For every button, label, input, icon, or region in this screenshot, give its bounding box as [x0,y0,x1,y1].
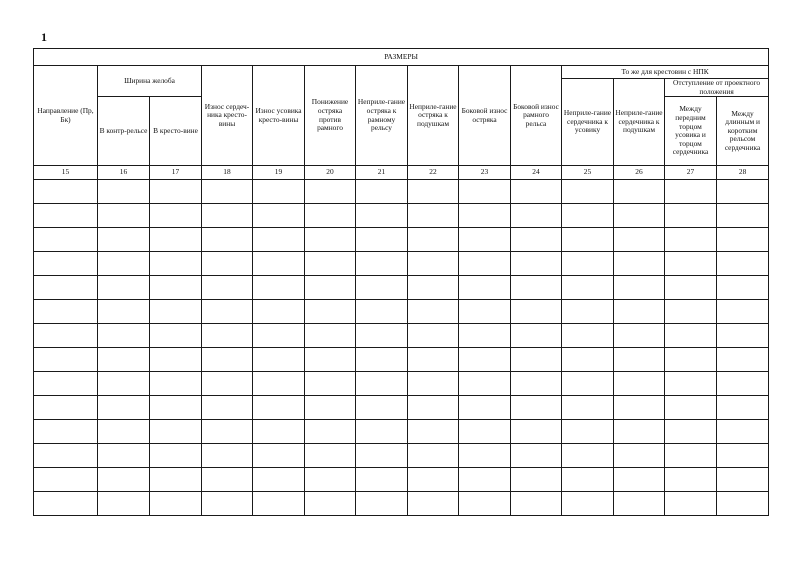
form-entry-cell[interactable] [253,204,305,228]
form-entry-cell[interactable] [614,444,665,468]
form-entry-cell[interactable] [34,492,98,516]
column-number: 26 [614,166,665,180]
form-entry-cell[interactable] [562,420,614,444]
form-entry-cell[interactable] [305,492,356,516]
form-entry-cell[interactable] [202,444,253,468]
form-entry-cell[interactable] [202,204,253,228]
form-entry-cell[interactable] [511,468,562,492]
header-npk-group: То же для крестовин с НПК [562,66,769,79]
form-entry-cell[interactable] [202,252,253,276]
form-entry-cell[interactable] [150,300,202,324]
form-entry-cell[interactable] [150,324,202,348]
form-entry-cell[interactable] [202,348,253,372]
form-entry-cell[interactable] [511,324,562,348]
form-entry-cell[interactable] [150,468,202,492]
form-entry-cell[interactable] [408,372,459,396]
form-entry-cell[interactable] [34,420,98,444]
form-entry-cell[interactable] [665,396,717,420]
form-entry-cell[interactable] [253,300,305,324]
form-entry-cell[interactable] [717,396,769,420]
form-entry-cell[interactable] [408,468,459,492]
form-entry-cell[interactable] [459,396,511,420]
form-entry-cell[interactable] [150,420,202,444]
form-entry-cell[interactable] [98,396,150,420]
form-entry-cell[interactable] [511,252,562,276]
form-entry-cell[interactable] [614,276,665,300]
form-entry-cell[interactable] [665,492,717,516]
form-entry-cell[interactable] [356,420,408,444]
column-number: 21 [356,166,408,180]
form-entry-cell[interactable] [459,420,511,444]
form-entry-cell[interactable] [717,348,769,372]
column-number: 23 [459,166,511,180]
column-number-row [34,166,769,180]
form-entry-cell[interactable] [356,228,408,252]
form-entry-cell[interactable] [253,468,305,492]
column-number: 17 [150,166,202,180]
column-number: 24 [511,166,562,180]
form-entry-cell[interactable] [408,444,459,468]
header-groove-frog: В кресто-вине [150,97,202,166]
form-entry-cell[interactable] [202,420,253,444]
form-entry-cell[interactable] [665,180,717,204]
form-entry-cell[interactable] [459,180,511,204]
form-entry-cell[interactable] [717,228,769,252]
form-entry-cell[interactable] [356,324,408,348]
form-entry-cell[interactable] [34,180,98,204]
form-entry-cell[interactable] [356,396,408,420]
form-entry-cell[interactable] [356,276,408,300]
form-entry-row [34,204,769,228]
header-point-lowering: Понижение остряка против рамного [305,66,356,166]
form-entry-cell[interactable] [98,420,150,444]
column-number: 28 [717,166,769,180]
form-entry-cell[interactable] [305,324,356,348]
form-entry-cell[interactable] [408,420,459,444]
form-entry-cell[interactable] [305,444,356,468]
form-entry-cell[interactable] [150,228,202,252]
form-entry-row [34,492,769,516]
form-entry-cell[interactable] [305,348,356,372]
form-entry-cell[interactable] [356,372,408,396]
form-entry-cell[interactable] [98,204,150,228]
form-entry-cell[interactable] [202,228,253,252]
form-entry-cell[interactable] [408,204,459,228]
form-entry-cell[interactable] [665,276,717,300]
form-entry-cell[interactable] [253,180,305,204]
form-entry-cell[interactable] [34,252,98,276]
form-entry-cell[interactable] [614,348,665,372]
form-entry-cell[interactable] [562,324,614,348]
header-deviation-group: Отступление от проектного положения [665,79,769,97]
form-entry-row [34,444,769,468]
form-entry-cell[interactable] [305,468,356,492]
form-entry-cell[interactable] [356,492,408,516]
form-entry-cell[interactable] [305,276,356,300]
form-entry-cell[interactable] [98,276,150,300]
form-entry-cell[interactable] [459,348,511,372]
form-entry-cell[interactable] [253,396,305,420]
form-entry-cell[interactable] [34,396,98,420]
form-entry-cell[interactable] [511,276,562,300]
form-entry-cell[interactable] [202,180,253,204]
form-entry-cell[interactable] [253,348,305,372]
form-entry-cell[interactable] [459,252,511,276]
form-entry-cell[interactable] [408,348,459,372]
header-deviation-front: Между передним торцом усовика и торцом сердечника [665,97,717,166]
form-entry-cell[interactable] [202,324,253,348]
form-entry-cell[interactable] [356,180,408,204]
form-entry-cell[interactable] [614,324,665,348]
form-entry-cell[interactable] [408,180,459,204]
form-entry-cell[interactable] [717,444,769,468]
form-entry-cell[interactable] [34,276,98,300]
form-entry-cell[interactable] [665,444,717,468]
form-entry-cell[interactable] [305,228,356,252]
page-number: 1 [41,30,47,44]
form-entry-cell[interactable] [305,180,356,204]
form-entry-cell[interactable] [98,228,150,252]
form-entry-cell[interactable] [150,492,202,516]
form-entry-cell[interactable] [459,276,511,300]
form-entry-row [34,324,769,348]
form-entry-cell[interactable] [665,420,717,444]
form-entry-cell[interactable] [202,276,253,300]
form-entry-cell[interactable] [459,228,511,252]
form-entry-cell[interactable] [511,372,562,396]
header-npk-core-gap-wing: Неприле-гание сердечника к усовику [562,79,614,166]
form-entry-cell[interactable] [356,204,408,228]
column-number: 15 [34,166,98,180]
form-entry-row [34,228,769,252]
dimensions-form-table [33,48,769,516]
form-entry-cell[interactable] [150,276,202,300]
header-deviation-long-short: Между длинным и коротким рельсом сердечника [717,97,769,166]
header-point-side-wear: Боковой износ остряка [459,66,511,166]
form-entry-cell[interactable] [511,396,562,420]
form-entry-cell[interactable] [459,468,511,492]
form-entry-cell[interactable] [408,300,459,324]
form-entry-row [34,396,769,420]
form-entry-row [34,276,769,300]
form-entry-cell[interactable] [356,300,408,324]
header-direction: Направление (Пр, Бк) [34,66,98,166]
form-entry-cell[interactable] [562,372,614,396]
form-entry-cell[interactable] [511,204,562,228]
form-entry-cell[interactable] [511,420,562,444]
form-entry-cell[interactable] [717,372,769,396]
form-title: РАЗМЕРЫ [34,49,769,66]
form-entry-cell[interactable] [665,348,717,372]
form-entry-cell[interactable] [614,372,665,396]
form-entry-cell[interactable] [34,372,98,396]
form-entry-cell[interactable] [665,324,717,348]
form-entry-cell[interactable] [717,252,769,276]
form-entry-cell[interactable] [459,372,511,396]
form-entry-cell[interactable] [459,204,511,228]
form-entry-cell[interactable] [98,444,150,468]
form-entry-cell[interactable] [34,348,98,372]
form-entry-cell[interactable] [511,228,562,252]
form-entry-row [34,300,769,324]
header-wing-rail-wear: Износ усовика кресто-вины [253,66,305,166]
form-entry-cell[interactable] [459,492,511,516]
header-npk-core-gap-cushions: Неприле-гание сердечника к подушкам [614,79,665,166]
column-number: 16 [98,166,150,180]
form-entry-cell[interactable] [562,444,614,468]
form-entry-cell[interactable] [356,468,408,492]
form-entry-cell[interactable] [98,252,150,276]
form-entry-cell[interactable] [150,252,202,276]
form-entry-cell[interactable] [562,300,614,324]
form-entry-cell[interactable] [717,492,769,516]
form-entry-cell[interactable] [150,444,202,468]
form-entry-cell[interactable] [459,444,511,468]
form-entry-cell[interactable] [356,444,408,468]
form-entry-cell[interactable] [562,492,614,516]
column-number: 20 [305,166,356,180]
blank-rows [34,180,769,516]
form-entry-cell[interactable] [408,492,459,516]
form-entry-cell[interactable] [253,420,305,444]
form-entry-cell[interactable] [98,300,150,324]
form-entry-row [34,372,769,396]
form-entry-cell[interactable] [562,252,614,276]
form-entry-cell[interactable] [98,180,150,204]
form-entry-cell[interactable] [717,420,769,444]
form-entry-cell[interactable] [511,348,562,372]
form-entry-row [34,180,769,204]
column-number: 25 [562,166,614,180]
form-entry-cell[interactable] [511,180,562,204]
header-point-gap-cushions: Неприле-гание остряка к подушкам [408,66,459,166]
form-entry-cell[interactable] [253,252,305,276]
form-entry-cell[interactable] [253,228,305,252]
form-entry-cell[interactable] [202,492,253,516]
form-entry-cell[interactable] [459,324,511,348]
form-entry-cell[interactable] [150,372,202,396]
form-entry-cell[interactable] [305,372,356,396]
form-entry-cell[interactable] [562,468,614,492]
form-entry-cell[interactable] [562,204,614,228]
column-number: 22 [408,166,459,180]
form-entry-cell[interactable] [305,300,356,324]
form-entry-cell[interactable] [150,348,202,372]
form-entry-cell[interactable] [562,180,614,204]
form-entry-cell[interactable] [98,492,150,516]
form-entry-cell[interactable] [459,300,511,324]
form-entry-row [34,468,769,492]
form-entry-row [34,252,769,276]
form-entry-cell[interactable] [202,396,253,420]
form-entry-cell[interactable] [305,420,356,444]
form-entry-cell[interactable] [717,468,769,492]
form-entry-cell[interactable] [717,180,769,204]
form-entry-row [34,420,769,444]
form-entry-cell[interactable] [305,252,356,276]
form-entry-cell[interactable] [717,324,769,348]
form-entry-row [34,348,769,372]
form-entry-cell[interactable] [717,300,769,324]
form-entry-cell[interactable] [511,300,562,324]
form-entry-cell[interactable] [562,396,614,420]
form-entry-cell[interactable] [665,228,717,252]
form-entry-cell[interactable] [408,228,459,252]
form-entry-cell[interactable] [202,300,253,324]
column-number: 18 [202,166,253,180]
form-entry-cell[interactable] [34,300,98,324]
form-entry-cell[interactable] [614,420,665,444]
form-entry-cell[interactable] [305,396,356,420]
form-entry-cell[interactable] [717,204,769,228]
form-entry-cell[interactable] [150,204,202,228]
form-entry-cell[interactable] [253,276,305,300]
form-entry-cell[interactable] [717,276,769,300]
form-entry-cell[interactable] [562,228,614,252]
header-frog-core-wear: Износ сердеч-ника кресто-вины [202,66,253,166]
form-entry-cell[interactable] [665,372,717,396]
form-entry-cell[interactable] [34,444,98,468]
form-entry-cell[interactable] [614,300,665,324]
form-entry-cell[interactable] [614,180,665,204]
form-entry-cell[interactable] [614,252,665,276]
form-entry-cell[interactable] [253,444,305,468]
header-point-gap-stock: Неприле-гание остряка к рамному рельсу [356,66,408,166]
form-entry-cell[interactable] [34,228,98,252]
form-entry-cell[interactable] [98,324,150,348]
form-entry-cell[interactable] [305,204,356,228]
form-entry-cell[interactable] [665,468,717,492]
column-number: 27 [665,166,717,180]
form-entry-cell[interactable] [408,276,459,300]
form-entry-cell[interactable] [614,396,665,420]
header-groove-width: Ширина желоба [98,66,202,97]
form-entry-cell[interactable] [253,324,305,348]
header-groove-contrarail: В контр-рельсе [98,97,150,166]
form-entry-cell[interactable] [356,252,408,276]
form-entry-cell[interactable] [202,372,253,396]
form-entry-cell[interactable] [665,252,717,276]
form-entry-cell[interactable] [98,468,150,492]
form-entry-cell[interactable] [150,396,202,420]
form-entry-cell[interactable] [614,492,665,516]
form-entry-cell[interactable] [408,324,459,348]
form-entry-cell[interactable] [34,204,98,228]
header-stock-side-wear: Боковой износ рамного рельса [511,66,562,166]
form-entry-cell[interactable] [511,492,562,516]
form-entry-cell[interactable] [253,372,305,396]
form-entry-cell[interactable] [356,348,408,372]
form-entry-cell[interactable] [34,468,98,492]
form-entry-cell[interactable] [665,204,717,228]
form-entry-cell[interactable] [614,204,665,228]
form-entry-cell[interactable] [98,372,150,396]
form-entry-cell[interactable] [150,180,202,204]
column-number: 19 [253,166,305,180]
form-entry-cell[interactable] [562,276,614,300]
form-entry-cell[interactable] [98,348,150,372]
form-entry-cell[interactable] [408,252,459,276]
form-entry-cell[interactable] [253,492,305,516]
form-entry-cell[interactable] [562,348,614,372]
form-entry-cell[interactable] [34,324,98,348]
form-entry-cell[interactable] [202,468,253,492]
form-entry-cell[interactable] [614,228,665,252]
form-entry-cell[interactable] [614,468,665,492]
form-entry-cell[interactable] [408,396,459,420]
form-entry-cell[interactable] [511,444,562,468]
form-entry-cell[interactable] [665,300,717,324]
